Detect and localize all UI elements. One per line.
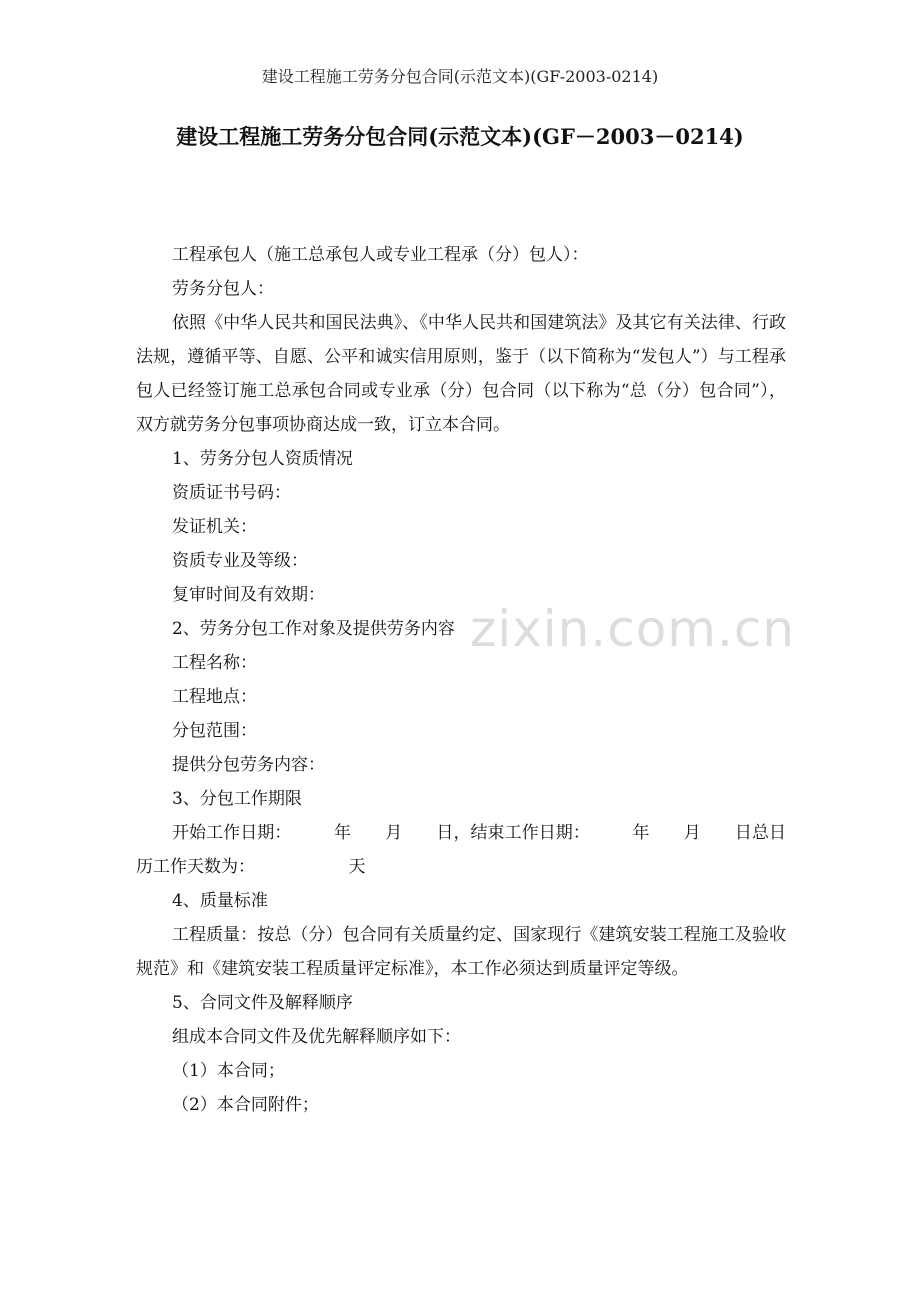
- paragraph-contractor: 工程承包人（施工总承包人或专业工程承（分）包人）：: [172, 245, 589, 265]
- section-heading-quality: 4、质量标准: [172, 891, 268, 911]
- list-item-contract: （1）本合同；: [172, 1061, 285, 1081]
- section-heading-documents: 5、合同文件及解释顺序: [172, 993, 353, 1013]
- paragraph-quality: 工程质量：按总（分）包合同有关质量约定、国家现行《建筑安装工程施工及验收规范》和《建筑安装工程质量评定标准》，本工作必须达到质量评定等级。: [136, 925, 786, 979]
- list-item-attachments: （2）本合同附件；: [172, 1095, 319, 1115]
- field-qualification-level: 资质专业及等级：: [172, 551, 308, 571]
- paragraph-subcontractor: 劳务分包人：: [172, 279, 274, 299]
- section-heading-qualification: 1、劳务分包人资质情况: [172, 449, 353, 469]
- paragraph-document-order: 组成本合同文件及优先解释顺序如下：: [172, 1027, 461, 1047]
- running-header: 建设工程施工劳务分包合同(示范文本)(GF-2003-0214): [261, 67, 659, 86]
- section-heading-period: 3、分包工作期限: [172, 789, 302, 809]
- field-subcontract-scope: 分包范围：: [172, 721, 257, 741]
- field-certificate-number: 资质证书号码：: [172, 483, 291, 503]
- paragraph-preamble: 依照《中华人民共和国民法典》、《中华人民共和国建筑法》及其它有关法律、行政法规，遵循平等、自愿、公平和诚实信用原则，鉴于（以下简称为“发包人”）与工程承包人已经签订施工总承包合同或专业承（分）包合同（以下称为“总（分）包合同”），双方就劳务分包事项协商达成一致，订立本合同。: [136, 313, 786, 435]
- document-body: [136, 238, 786, 1122]
- field-project-location: 工程地点：: [172, 687, 257, 707]
- field-labor-content: 提供分包劳务内容：: [172, 755, 325, 775]
- section-heading-work-scope: 2、劳务分包工作对象及提供劳务内容: [172, 619, 455, 639]
- watermark: zixin.com.cn: [470, 600, 796, 658]
- field-review-validity: 复审时间及有效期：: [172, 585, 325, 605]
- field-issuing-authority: 发证机关：: [172, 517, 257, 537]
- document-title: 建设工程施工劳务分包合同(示范文本)(GF－2003－0214): [176, 124, 744, 149]
- field-work-dates: 开始工作日期： 年 月 日，结束工作日期： 年 月 日总日历工作天数为： 天: [136, 823, 786, 877]
- field-project-name: 工程名称：: [172, 653, 257, 673]
